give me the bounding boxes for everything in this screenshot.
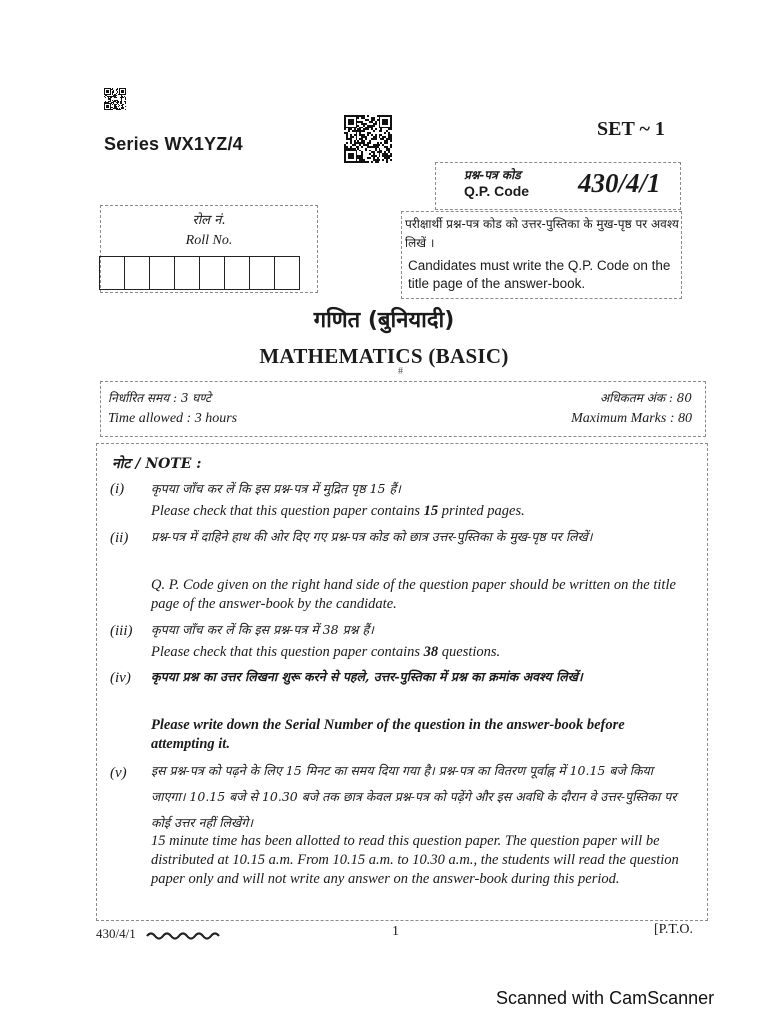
- qp-code-value: 430/4/1: [578, 168, 661, 198]
- roll-cell: [99, 256, 125, 290]
- note-number: (iii): [110, 623, 133, 639]
- subject-title: MATHEMATICS (BASIC): [259, 344, 509, 368]
- time-allowed: Time allowed : 3 hours: [108, 411, 238, 426]
- notes-heading: नोट / NOTE :: [112, 456, 202, 472]
- qr-code-icon: [104, 88, 126, 110]
- note-text-hindi: कृपया जाँच कर लें कि इस प्रश्न-पत्र में 38 प्रश्न हैं।: [151, 622, 374, 637]
- maximum-marks: Maximum Marks : 80: [571, 411, 692, 426]
- note-number: (ii): [110, 530, 129, 546]
- note-text-hindi: प्रश्न-पत्र में दाहिने हाथ की ओर दिए गए प्रश्न-पत्र कोड को छात्र उत्तर-पुस्तिका के मुख-पृष्ठ पर लिखें।: [151, 529, 593, 544]
- roll-label-hindi: रोल नं.: [192, 213, 226, 228]
- roll-cell: [124, 256, 150, 290]
- roll-cell: [199, 256, 225, 290]
- note-text-hindi: कृपया प्रश्न का उत्तर लिखना शुरू करने से पहले, उत्तर-पुस्तिका में प्रश्न का क्रमांक अवश्य लिखें।: [151, 669, 583, 684]
- roll-cell: [224, 256, 250, 290]
- note-text: Please write down the Serial Number of the question in the answer-book before attempting it.: [151, 717, 625, 752]
- candidate-instruction-hindi: परीक्षार्थी प्रश्न-पत्र कोड को उत्तर-पुस्तिका के मुख-पृष्ठ पर अवश्य लिखें ।: [405, 217, 679, 250]
- candidate-instruction: Candidates must write the Q.P. Code on the title page of the answer-book.: [408, 258, 671, 291]
- roll-cell: [249, 256, 275, 290]
- set-label: SET ~ 1: [597, 118, 665, 140]
- note-text: 15 minute time has been allotted to read this question paper. The question paper will be distributed at 10.15 a.m. From 10.15 a.m. to 10.30 a.m., the students will read the question paper only and will not write any answer on the answer-book during this period.: [151, 833, 679, 887]
- roll-cell: [274, 256, 300, 290]
- maximum-marks-hindi: अधिकतम अंक : 80: [599, 391, 692, 405]
- note-number: (v): [110, 765, 127, 781]
- roll-number-cells: [100, 256, 300, 290]
- note-text: Q. P. Code given on the right hand side of the question paper should be written on the title page of the answer-book by the candidate.: [151, 577, 676, 612]
- please-turn-over: [P.T.O.: [654, 922, 694, 937]
- note-text-hindi: कृपया जाँच कर लें कि इस प्रश्न-पत्र में मुद्रित पृष्ठ 15 हैं।: [151, 481, 401, 496]
- squiggle-mark-icon: [146, 929, 224, 941]
- qp-code-label: Q.P. Code: [464, 183, 530, 199]
- scanner-watermark: Scanned with CamScanner: [496, 988, 715, 1008]
- note-text: Please check that this question paper contains 38 questions.: [151, 644, 501, 660]
- subject-title-hindi: गणित (बुनियादी): [313, 308, 455, 333]
- note-number: (iv): [110, 670, 131, 686]
- note-text: Please check that this question paper contains 15 printed pages.: [151, 503, 525, 519]
- roll-cell: [174, 256, 200, 290]
- qr-code-icon: [344, 115, 392, 163]
- note-text-hindi: इस प्रश्न-पत्र को पढ़ने के लिए 15 मिनट का समय दिया गया है। प्रश्न-पत्र का वितरण पूर्वाह्न में 10.15 बजे किया जाएगा। 10.15 बजे से 10.30 बजे तक छात्र केवल प्रश्न-पत्र को पढ़ेंगे और इस अवधि के दौरान वे उत्तर-पुस्तिका पर कोई उत्तर नहीं लिखेंगे।: [151, 763, 677, 830]
- series-label: Series WX1YZ/4: [104, 134, 243, 154]
- roll-label: Roll No.: [185, 233, 233, 248]
- qp-code-label-hindi: प्रश्न-पत्र कोड: [464, 168, 521, 182]
- note-number: (i): [110, 481, 125, 497]
- time-allowed-hindi: निर्धारित समय : 3 घण्टे: [108, 391, 212, 405]
- page-number: 1: [392, 924, 399, 939]
- footer-qp-code: 430/4/1: [96, 926, 136, 941]
- roll-cell: [149, 256, 175, 290]
- print-mark: #: [398, 366, 403, 377]
